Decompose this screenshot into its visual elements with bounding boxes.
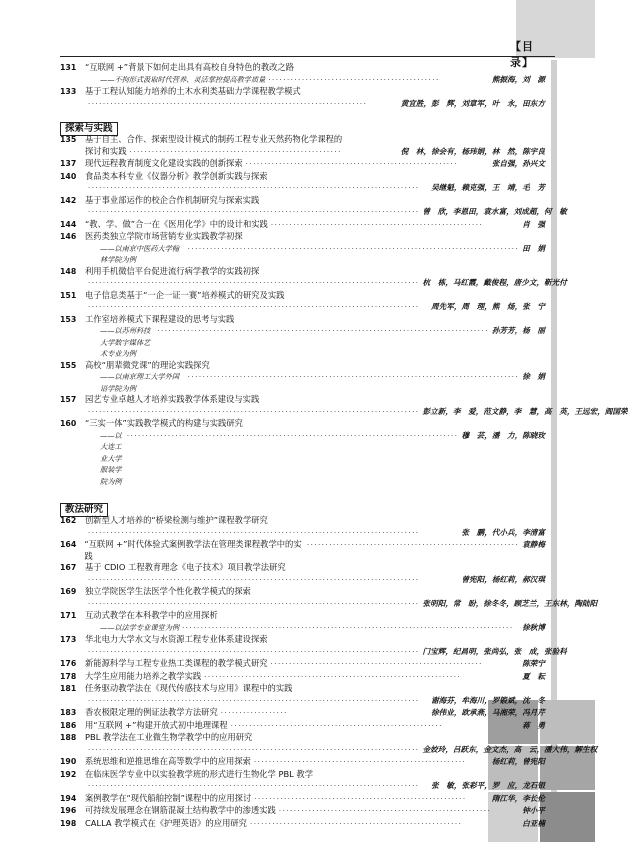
entry-authors: 张明阳，常 盼，徐冬冬，顾芝兰，王东林，陶陆阳 bbox=[422, 598, 598, 608]
entry-authors: 黄宜胜，彭 辉，刘章军，叶 永，田东方 bbox=[400, 98, 545, 108]
entry-authors: 隋江华，李长伦 bbox=[491, 793, 545, 803]
entry-authors: 张 鹏，代小兵，李清富 bbox=[461, 527, 545, 537]
entry-subtitle: ——以苏州科技大学数字媒体艺术专业为例 bbox=[100, 326, 151, 358]
entry-title: 新能源科学与工程专业热工类课程的教学模式研究 bbox=[85, 658, 268, 668]
entry-title: 园艺专业卓越人才培养实践教学体系建设与实践 bbox=[85, 394, 260, 404]
toc-entry[interactable]: 162 创新型人才培养的“桥梁检测与维护”课程教学研究 ························································································· 张 鹏，代小兵，李清富 bbox=[60, 515, 545, 537]
entry-title: CALLA 教学模式在《护理英语》的应用研究 bbox=[85, 817, 247, 828]
header-label: 【目 录】 bbox=[510, 40, 546, 69]
entry-title: 现代远程教育制度文化建设实践的创新探索 bbox=[85, 158, 243, 168]
corner-decoration bbox=[540, 792, 595, 842]
corner-decoration bbox=[540, 700, 595, 744]
section-header bbox=[60, 497, 545, 515]
page-number: 160 bbox=[60, 419, 77, 428]
toc-entry[interactable]: 133 基于工程认知能力培养的土木水利类基础力学课程教学模式 ··········································································· 黄宜胜，彭 辉，刘章军，叶 永，田东方 bbox=[60, 86, 545, 108]
entry-authors: 门宝辉，纪昌明，张尚弘，张 成，张验科 bbox=[422, 646, 567, 656]
toc-entry[interactable]: 198 CALLA 教学模式在《护理英语》的应用研究 ························································· 白亚楠 bbox=[60, 817, 545, 828]
toc-entry[interactable]: 183 香农极限定理的例证法教学方法研究 ·················· 徐伟业，欧承燕，马湘荣，冯月芹 bbox=[60, 707, 545, 717]
toc-entry[interactable]: 188 PBL 教学法在工业微生物学教学中的应用研究 ························································································· 金姣玲，吕跃东，金文杰，高 云，潘大伟，解生权 bbox=[60, 732, 598, 754]
entry-authors: 周先军，周 理，熊 炀，张 宁 bbox=[431, 302, 545, 311]
section-title: 探索与实践 bbox=[60, 122, 118, 136]
page-number: 137 bbox=[60, 159, 77, 168]
page-number: 167 bbox=[60, 563, 77, 572]
toc-entry[interactable]: 196 可持续发展理念在钢筋混凝土结构教学中的渗透实践 ························································· 钟小平 bbox=[60, 805, 545, 815]
entry-authors: 曾宪阳，杨红莉，郝汉琪 bbox=[461, 574, 545, 584]
entry-title: 食品类本科专业《仪器分析》教学创新实践与探索 bbox=[85, 170, 268, 181]
entry-title: 华北电力大学水文与水资源工程专业体系建设探索 bbox=[85, 634, 268, 644]
entry-title: 独立学院医学生法医学个性化教学模式的探索 bbox=[85, 586, 251, 596]
toc-entry[interactable]: 192 在临床医学专业中以实验教学班的形式进行生物化学 PBL 教学 ························································································· 张 敏，张彩平，罗 应，龙石银 bbox=[60, 768, 545, 790]
entry-title: 利用手机微信平台促进流行病学教学的实践初探 bbox=[85, 265, 260, 276]
entry-authors: 张自强，孙兴文 bbox=[491, 159, 545, 168]
toc-entry[interactable]: 146 医药类独立学院市场营销专业实践教学初探 ——以南京中医药大学翰林学院为例 ························································································· 田 娟 bbox=[60, 231, 545, 264]
entry-authors: 白亚楠 bbox=[522, 818, 545, 828]
entry-subtitle: ——以南京理工大学外国语学院为例 bbox=[100, 372, 180, 393]
toc-entry[interactable]: 153 工作室培养模式下课程建设的思考与实践 ——以苏州科技大学数字媒体艺术专业为例 ························································································· 孙芳芳，杨 丽 bbox=[60, 313, 545, 358]
page-number: 176 bbox=[60, 659, 77, 668]
toc-entry[interactable]: 137 现代远程教育制度文化建设实践的创新探索 ························································· 张自强，孙兴文 bbox=[60, 158, 545, 168]
page-number: 173 bbox=[60, 635, 77, 644]
toc-entry[interactable]: 176 新能源科学与工程专业热工类课程的教学模式研究 ························································· 陈荣宁 bbox=[60, 658, 545, 668]
entry-authors: 肖 强 bbox=[522, 219, 545, 229]
toc-entry[interactable]: 148 利用手机微信平台促进流行病学教学的实践初探 ························································································· 杭 栋，马红霞，戴俊程，唐少文，靳光付 bbox=[60, 265, 567, 287]
entry-title: 基于工程认知能力培养的土木水利类基础力学课程教学模式 bbox=[85, 86, 301, 96]
toc-entry[interactable]: 194 案例教学在“现代船舶控制”课程中的应用探讨 ························································· 隋江华，李长伦 bbox=[60, 792, 545, 803]
toc-entry[interactable]: 131 “互联网 +”背景下如何走出具有高校自身特色的教改之路 ——不拘形式汲取时代营养、灵活掌控提高教学质量 ·············································· 熊振海，刘 源 bbox=[60, 62, 545, 84]
page-number: 169 bbox=[60, 587, 77, 596]
entry-title-continued: 探讨和实践 bbox=[85, 145, 127, 156]
entry-authors: 曾 欣，李恩田，袁水富，刘成超，何 敏 bbox=[422, 207, 567, 216]
page-number: 188 bbox=[60, 733, 77, 742]
entry-authors: 彭立新，李 爱，范文静，李 慧，高 英，王远宏，阎国荣 bbox=[422, 406, 628, 416]
toc-entry[interactable]: 169 独立学院医学生法医学个性化教学模式的探索 ························································································· 张明阳，常 盼，徐冬冬，顾芝兰，王东林，陶陆阳 bbox=[60, 586, 598, 608]
toc-entry[interactable]: 181 任务驱动教学法在《现代传感技术与应用》课程中的实践 ························································································· 谢海芬，牟海川，罗锻斌，沈 冬 bbox=[60, 683, 545, 705]
page-number: 133 bbox=[60, 87, 77, 96]
entry-subtitle: ——以大连工业大学服装学院为例 bbox=[100, 430, 122, 486]
entry-authors: 穆 芸，潘 力，陈晓玫 bbox=[461, 430, 545, 440]
toc-entry[interactable]: 167 基于 CDIO 工程教育理念《电子技术》项目教学法研究 ························································································· 曾宪阳，杨红莉，郝汉琪 bbox=[60, 562, 545, 584]
entry-title: 工作室培养模式下课程建设的思考与实践 bbox=[85, 313, 235, 324]
page-number: 146 bbox=[60, 232, 77, 241]
page-number: 183 bbox=[60, 708, 77, 717]
page-number: 157 bbox=[60, 395, 77, 404]
toc-entry[interactable]: 144 “教、学、做”合一在《医用化学》中的设计和实践 ························································· 肖 强 bbox=[60, 218, 545, 229]
entry-authors: 吴继魁，赖克强，王 靖，毛 芳 bbox=[431, 183, 545, 192]
entry-authors: 陈荣宁 bbox=[522, 659, 545, 668]
entry-subtitle: ——不拘形式汲取时代营养、灵活掌控提高教学质量 bbox=[100, 74, 266, 84]
toc-entry[interactable]: 173 华北电力大学水文与水资源工程专业体系建设探索 ························································································· 门宝辉，纪昌明，张尚弘，张 成，张验科 bbox=[60, 634, 567, 656]
page-number: 148 bbox=[60, 266, 77, 276]
page-number: 186 bbox=[60, 720, 77, 730]
entry-title: 香农极限定理的例证法教学方法研究 bbox=[85, 707, 218, 717]
page-number: 162 bbox=[60, 516, 77, 525]
toc-entry[interactable]: 186 用“互联网 +”构建开放式初中地理课程 ························································· 蒋 勇 bbox=[60, 719, 545, 730]
table-of-contents bbox=[60, 62, 628, 830]
entry-title: 高校“朋辈微党课”的理论实践探究 bbox=[85, 359, 210, 370]
entry-authors: 蒋 勇 bbox=[522, 720, 545, 730]
toc-entry[interactable]: 157 园艺专业卓越人才培养实践教学体系建设与实践 ························································································· 彭立新，李 爱，范文静，李 慧，高 英，王远宏，阎国荣 bbox=[60, 394, 628, 416]
toc-entry[interactable]: 155 高校“朋辈微党课”的理论实践探究 ——以南京理工大学外国语学院为例 ························································································· 徐 娟 bbox=[60, 359, 545, 393]
page-number: 155 bbox=[60, 360, 77, 370]
page-number: 140 bbox=[60, 171, 77, 181]
entry-title: 基于事业部运作的校企合作机制研究与探索实践 bbox=[85, 194, 260, 205]
page-number: 192 bbox=[60, 769, 77, 779]
entry-authors: 熊振海，刘 源 bbox=[491, 74, 545, 84]
page-number: 164 bbox=[60, 540, 77, 549]
toc-entry[interactable]: 164 “互联网 +”时代体验式案例教学法在管理类课程教学中的实践 ························································· 袁静梅 bbox=[60, 539, 545, 561]
toc-entry[interactable]: 190 系统思维和逆推思维在高等数学中的应用探索 ························································· 杨红莉，曾宪阳 bbox=[60, 756, 545, 766]
entry-authors: 徐 娟 bbox=[522, 372, 545, 381]
section-title: 教法研究 bbox=[60, 503, 108, 517]
entry-title: 可持续发展理念在钢筋混凝土结构教学中的渗透实践 bbox=[85, 805, 276, 815]
toc-entry[interactable]: 142 基于事业部运作的校企合作机制研究与探索实践 ························································································· 曾 欣，李恩田，袁水富，刘成超，何 敏 bbox=[60, 194, 567, 216]
toc-entry[interactable]: 171 互动式教学在本科教学中的应用探析 ——以法学专业课堂为例 ························································································· 徐秋博 bbox=[60, 610, 545, 632]
entry-subtitle: ——以南京中医药大学翰林学院为例 bbox=[100, 243, 180, 264]
entry-authors: 徐伟业，欧承燕，马湘荣，冯月芹 bbox=[431, 708, 545, 717]
entry-title: 系统思维和逆推思维在高等数学中的应用探索 bbox=[85, 756, 251, 766]
page-number: 153 bbox=[60, 314, 77, 324]
toc-entry[interactable]: 135 基于自主、合作、探索型设计模式的制药工程专业天然药物化学课程的 探讨和实践 ························································· 倪 林，徐会有，杨玮娟，林 然，陈宇良 bbox=[60, 134, 545, 156]
page-number: 190 bbox=[60, 757, 77, 766]
entry-authors: 孙芳芳，杨 丽 bbox=[491, 326, 545, 335]
toc-entry[interactable]: 178 大学生应用能力培养之教学实践 ····································································· 夏 耘 bbox=[60, 670, 545, 681]
section-header bbox=[60, 116, 545, 134]
entry-authors: 张 敏，张彩平，罗 应，龙石银 bbox=[431, 781, 545, 790]
entry-authors: 夏 耘 bbox=[522, 671, 545, 681]
entry-title: 医药类独立学院市场营销专业实践教学初探 bbox=[85, 231, 243, 241]
page-number: 171 bbox=[60, 611, 77, 620]
entry-title: 用“互联网 +”构建开放式初中地理课程 bbox=[85, 719, 228, 730]
toc-entry[interactable]: 160 “三实一体”实践教学模式的构建与实践研究 ——以大连工业大学服装学院为例 ························································································· 穆 芸，潘 力，陈晓玫 bbox=[60, 418, 545, 486]
page-number: 196 bbox=[60, 806, 77, 815]
entry-title: “三实一体”实践教学模式的构建与实践研究 bbox=[85, 418, 243, 428]
page-number: 142 bbox=[60, 195, 77, 205]
page-number: 151 bbox=[60, 290, 77, 300]
entry-title: 互动式教学在本科教学中的应用探析 bbox=[85, 610, 218, 620]
entry-title: “互联网 +”背景下如何走出具有高校自身特色的教改之路 bbox=[85, 62, 295, 72]
entry-authors: 杭 栋，马红霞，戴俊程，唐少文，靳光付 bbox=[422, 278, 567, 287]
entry-authors: 袁静梅 bbox=[522, 540, 545, 549]
entry-authors: 杨红莉，曾宪阳 bbox=[491, 757, 545, 766]
entry-authors: 金姣玲，吕跃东，金文杰，高 云，潘大伟，解生权 bbox=[422, 744, 598, 754]
entry-title: 基于 CDIO 工程教育理念《电子技术》项目教学法研究 bbox=[85, 562, 286, 572]
entry-title: 案例教学在“现代船舶控制”课程中的应用探讨 bbox=[85, 792, 252, 803]
entry-title: 在临床医学专业中以实验教学班的形式进行生物化学 PBL 教学 bbox=[85, 768, 314, 779]
entry-title: 电子信息类基于“一企一证一赛”培养模式的研究及实践 bbox=[85, 289, 285, 300]
toc-entry[interactable]: 151 电子信息类基于“一企一证一赛”培养模式的研究及实践 ························································································· 周先军，周 理，熊 炀，张 宁 bbox=[60, 289, 545, 311]
entry-title: PBL 教学法在工业微生物学教学中的应用研究 bbox=[85, 732, 253, 742]
entry-authors: 徐秋博 bbox=[522, 622, 545, 632]
page-number: 178 bbox=[60, 671, 77, 681]
entry-title: 基于自主、合作、探索型设计模式的制药工程专业天然药物化学课程的 bbox=[85, 134, 343, 144]
entry-title: 大学生应用能力培养之教学实践 bbox=[85, 670, 202, 681]
page-number: 194 bbox=[60, 793, 77, 803]
page-number: 135 bbox=[60, 135, 77, 144]
toc-entry[interactable]: 140 食品类本科专业《仪器分析》教学创新实践与探索 ························································································· 吴继魁，赖克强，王 靖，毛 芳 bbox=[60, 170, 545, 192]
entry-authors: 谢海芬，牟海川，罗锻斌，沈 冬 bbox=[431, 695, 545, 705]
page-number: 181 bbox=[60, 684, 77, 693]
entry-subtitle: ——以法学专业课堂为例 bbox=[100, 622, 180, 632]
page-number: 198 bbox=[60, 818, 77, 828]
entry-authors: 田 娟 bbox=[522, 243, 545, 253]
entry-title: “教、学、做”合一在《医用化学》中的设计和实践 bbox=[85, 218, 268, 229]
page-number: 131 bbox=[60, 63, 77, 72]
entry-title: 创新型人才培养的“桥梁检测与维护”课程教学研究 bbox=[85, 515, 268, 525]
entry-title: 任务驱动教学法在《现代传感技术与应用》课程中的实践 bbox=[85, 683, 293, 693]
page-number: 144 bbox=[60, 219, 77, 229]
header-rule bbox=[60, 56, 555, 57]
entry-authors: 钟小平 bbox=[522, 806, 545, 815]
entry-authors: 倪 林，徐会有，杨玮娟，林 然，陈宇良 bbox=[400, 146, 545, 156]
entry-title: “互联网 +”时代体验式案例教学法在管理类课程教学中的实践 bbox=[84, 539, 302, 561]
